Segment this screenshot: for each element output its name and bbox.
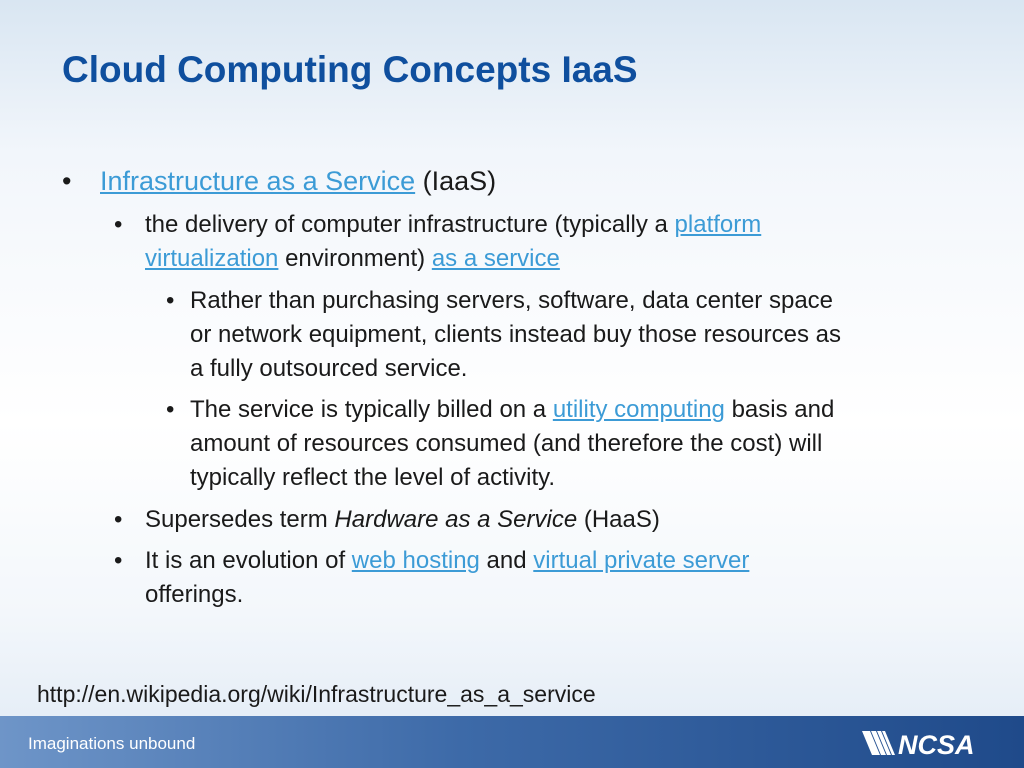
link-web-hosting[interactable]: web hosting [351, 547, 480, 574]
ncsa-logo-text: NCSA [898, 730, 975, 758]
bullet-marker: • [62, 166, 72, 196]
link-utility-computing[interactable]: utility computing [552, 396, 725, 423]
bullet-evolution: It is an evolution of web hosting and virtual private server offerings. [145, 547, 750, 608]
ncsa-logo-icon [862, 731, 895, 755]
bullet-delivery: the delivery of computer infrastructure (typically a platform virtualization environment) as a service [145, 211, 762, 272]
bullet-rather-than: Rather than purchasing servers, software, data center space or network equipment, clients instead buy those resources as a fully outsourced service. [190, 287, 842, 382]
link-infrastructure-as-a-service[interactable]: Infrastructure as a Service [100, 166, 416, 196]
ncsa-logo [862, 728, 1010, 758]
link-virtualization[interactable]: virtualization [145, 245, 279, 272]
link-virtual-private-server[interactable]: virtual private server [533, 547, 750, 574]
link-as-a-service[interactable]: as a service [431, 245, 560, 272]
link-platform[interactable]: platform [674, 211, 762, 238]
bullet-supersedes: Supersedes term Hardware as a Service (HaaS) [145, 506, 660, 533]
bullet-billing: The service is typically billed on a utility computing basis and amount of resources consumed (and therefore the cost) will typically reflect the level of activity. [190, 396, 835, 491]
bullet-marker: • [114, 506, 123, 533]
bullet-marker: • [114, 211, 123, 238]
bullet-marker: • [166, 396, 175, 423]
bullet-marker: • [166, 287, 175, 314]
slide-title: Cloud Computing Concepts IaaS [62, 49, 638, 90]
bullet-marker: • [114, 547, 123, 574]
bullet-iaas: Infrastructure as a Service (IaaS) [100, 166, 497, 196]
footer-tagline: Imaginations unbound [28, 734, 196, 753]
source-url: http://en.wikipedia.org/wiki/Infrastructure_as_a_service [37, 681, 596, 707]
footer-bar [0, 716, 1024, 768]
